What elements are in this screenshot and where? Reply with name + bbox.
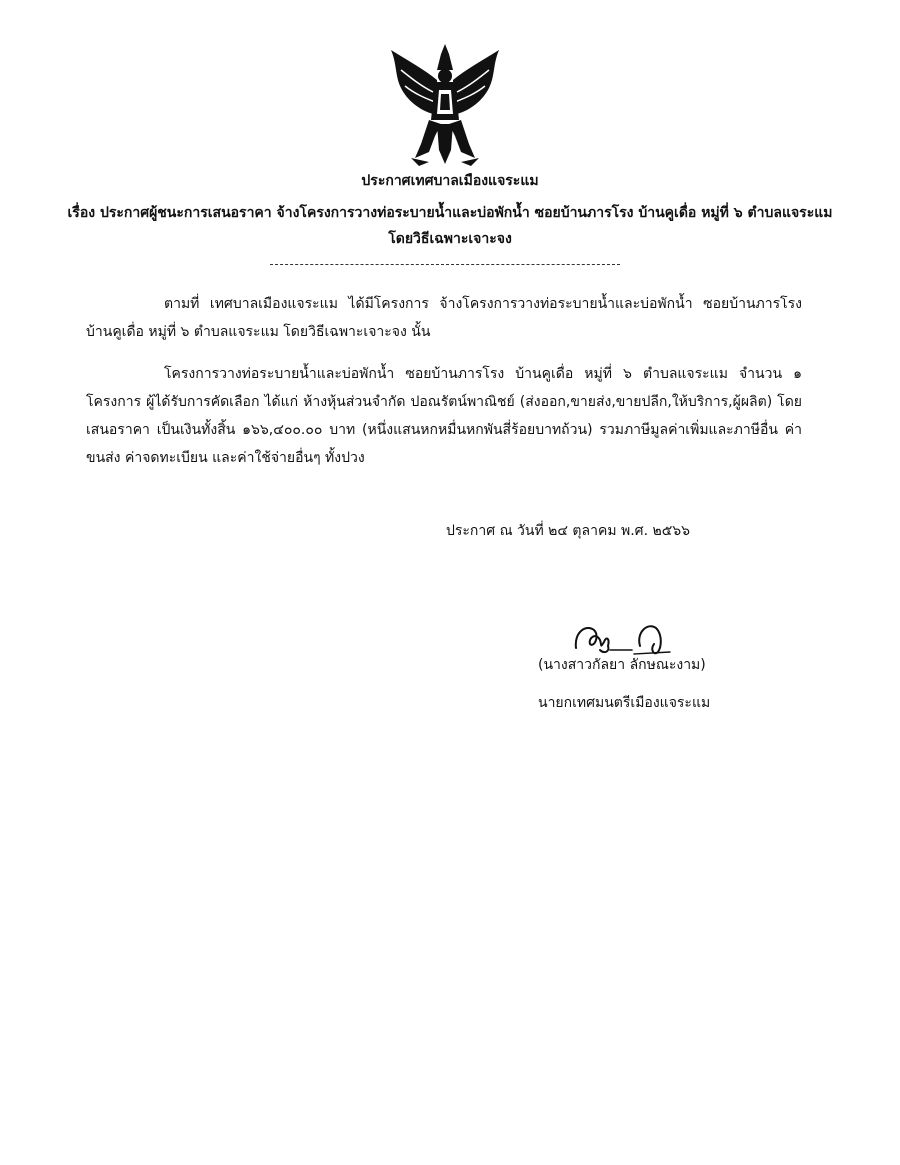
body-paragraph-1: ตามที่ เทศบาลเมืองแจระแม ได้มีโครงการ จ้างโครงการวางท่อระบายน้ำและบ่อพักน้ำ ซอยบ้านภารโรง บ้านคูเดื่อ หมู่ที่ ๖ ตำบลแจระแม โดยวิธีเฉพาะเจาะจง นั้น	[86, 296, 802, 340]
garuda-emblem-icon	[385, 40, 505, 170]
body-paragraph-2: โครงการวางท่อระบายน้ำและบ่อพักน้ำ ซอยบ้านภารโรง บ้านคูเดื่อ หมู่ที่ ๖ ตำบลแจระแม จำนวน ๑ โครงการ ผู้ได้รับการคัดเลือก ได้แก่ ห้างหุ้นส่วนจำกัด ปอณรัตน์พาณิชย์ (ส่งออก,ขายส่ง,ขายปลีก,ให้บริการ,ผู้ผลิต) โดยเสนอราคา เป็นเงินทั้งสิ้น ๑๖๖,๔๐๐.๐๐ บาท (หนึ่งแสนหกหมื่นหกพันสี่ร้อยบาทถ้วน) รวมภาษีมูลค่าเพิ่มและภาษีอื่น ค่าขนส่ง ค่าจดทะเบียน และค่าใช้จ่ายอื่นๆ ทั้งปวง	[86, 366, 802, 466]
announcement-organization-title: ประกาศเทศบาลเมืองแจระแม	[361, 173, 539, 189]
signatory-name: (นางสาวกัลยา ลักษณะงาม)	[538, 657, 706, 673]
separator-line	[270, 264, 620, 265]
signatory-position: นายกเทศมนตรีเมืองแจระแม	[538, 695, 711, 711]
announcement-subject: เรื่อง ประกาศผู้ชนะการเสนอราคา จ้างโครงการวางท่อระบายน้ำและบ่อพักน้ำ ซอยบ้านภารโรง บ้านคูเดื่อ หมู่ที่ ๖ ตำบลแจระแม โดยวิธีเฉพาะเจาะจง	[67, 205, 833, 247]
announcement-date: ประกาศ ณ วันที่ ๒๔ ตุลาคม พ.ศ. ๒๕๖๖	[446, 523, 691, 539]
